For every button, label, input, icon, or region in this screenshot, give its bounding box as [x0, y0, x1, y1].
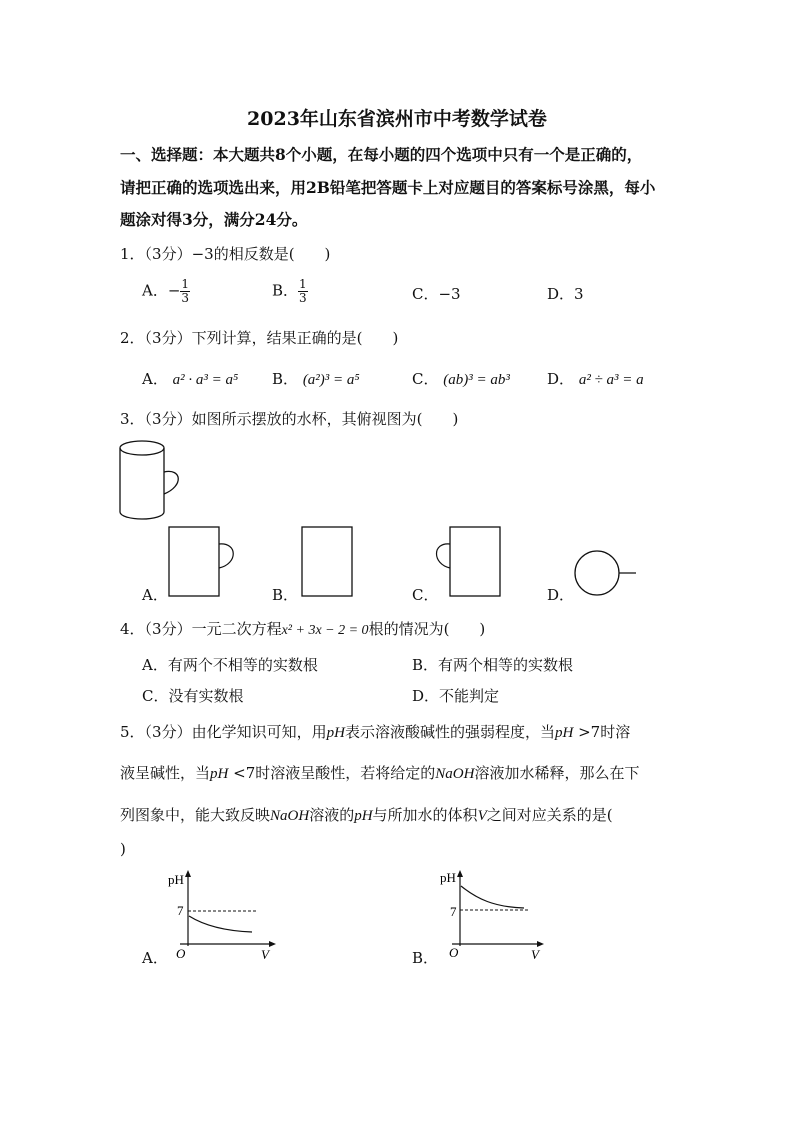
q5-text: 时溶 — [600, 723, 631, 741]
q2-option-a-expr: a² · a³ = a⁵ — [172, 372, 239, 388]
q5-naoh: NaOH — [270, 808, 310, 824]
cup-illustration — [118, 438, 184, 522]
q5-ph-symbol: pH — [210, 766, 229, 782]
question-5-line4: ) — [120, 840, 126, 858]
q5-text: 之间对应关系的是( — [486, 806, 613, 824]
graph-b-xlabel: V — [531, 947, 539, 962]
q3-option-d[interactable]: D． — [547, 586, 575, 604]
q5-text: 溶液加水稀释，那么在下 — [474, 764, 640, 782]
q5-text: 表示溶液酸碱性的强弱程度，当 — [344, 723, 555, 741]
question-5-line2 — [120, 762, 639, 783]
graph-b-origin: O — [449, 945, 459, 960]
q4-stem-pre: 4．（3分）一元二次方程 — [120, 620, 282, 638]
question-3-stem: 3．（3分）如图所示摆放的水杯，其俯视图为( ) — [120, 410, 459, 428]
q1-option-c[interactable]: C．−3 — [412, 285, 461, 303]
q3-option-a-figure — [168, 526, 238, 598]
q2-option-a-label: A． — [142, 370, 168, 388]
q5-text: 液呈碱性，当 — [120, 764, 211, 782]
page-title: 2023年山东省滨州市中考数学试卷 — [247, 108, 547, 130]
q4-option-c[interactable]: C．没有实数根 — [142, 687, 244, 705]
q1-option-b[interactable] — [272, 278, 308, 305]
q5-graph-b — [432, 866, 552, 962]
q5-naoh: NaOH — [435, 766, 475, 782]
q2-option-c-label: C． — [412, 370, 439, 388]
fraction-denominator: 3 — [299, 291, 307, 305]
q5-graph-a — [160, 868, 280, 964]
q4-option-b[interactable]: B．有两个相等的实数根 — [412, 656, 574, 674]
q2-option-b-label: B． — [272, 370, 299, 388]
fraction-numerator: 1 — [299, 277, 307, 291]
q5-text: 与所加水的体积 — [372, 806, 478, 824]
q2-option-b-expr: (a²)³ = a⁵ — [302, 372, 360, 388]
graph-b-ylabel: pH — [440, 870, 456, 885]
q5-v-symbol: V — [477, 808, 487, 824]
q5-text: 溶液的 — [309, 806, 355, 824]
q4-equation: x² + 3x − 2 = 0 — [281, 623, 369, 638]
graph-a-xlabel: V — [261, 947, 269, 962]
q2-option-d-label: D． — [547, 370, 575, 388]
q1-option-d[interactable]: D．3 — [547, 285, 584, 303]
q5-lt7: <7 — [228, 764, 256, 782]
section-intro-line1: 一、选择题：本大题共8个小题，在每小题的四个选项中只有一个是正确的， — [120, 145, 643, 164]
graph-a-mark-7: 7 — [177, 903, 184, 918]
question-4-stem — [120, 618, 485, 639]
q2-option-c[interactable] — [412, 368, 510, 389]
q3-option-c-figure — [436, 526, 502, 598]
fraction-numerator: 1 — [181, 277, 190, 291]
q3-option-d-figure — [573, 549, 639, 599]
graph-a-ylabel: pH — [168, 872, 184, 887]
q5-option-b[interactable]: B． — [412, 949, 439, 967]
q5-text: 列图象中，能大致反映 — [120, 806, 271, 824]
q1-option-a-fraction — [180, 278, 190, 305]
graph-b-mark-7: 7 — [450, 904, 457, 919]
q4-option-d[interactable]: D．不能判定 — [412, 687, 500, 705]
q5-text: 5．（3分）由化学知识可知，用 — [120, 723, 327, 741]
fraction-denominator: 3 — [181, 291, 190, 305]
q5-gt7: >7 — [573, 723, 601, 741]
question-5-line3 — [120, 804, 613, 825]
q3-option-a[interactable]: A． — [142, 586, 168, 604]
q1-option-a-sign: − — [167, 281, 181, 300]
question-5-line1 — [120, 721, 630, 742]
q1-option-a[interactable] — [142, 278, 190, 305]
q5-ph-symbol: pH — [354, 808, 373, 824]
graph-a-origin: O — [176, 946, 186, 961]
q1-option-b-label: B． — [272, 281, 299, 300]
q3-option-b-figure — [301, 526, 355, 598]
q4-stem-post: 根的情况为( ) — [368, 620, 486, 638]
section-intro-line2: 请把正确的选项选出来，用2B铅笔把答题卡上对应题目的答案标号涂黑，每小 — [120, 178, 656, 197]
section-intro-line3: 题涂对得3分，满分24分。 — [120, 210, 308, 229]
q2-option-d-expr: a² ÷ a³ = a — [578, 372, 644, 388]
q1-option-b-fraction — [298, 278, 308, 305]
q1-option-a-label: A． — [142, 281, 168, 300]
q2-option-a[interactable] — [142, 368, 238, 389]
q2-option-d[interactable] — [547, 368, 644, 389]
q5-ph-symbol: pH — [554, 725, 574, 741]
q3-option-b[interactable]: B． — [272, 586, 299, 604]
q5-option-a[interactable]: A． — [142, 949, 168, 967]
q2-option-c-expr: (ab)³ = ab³ — [443, 372, 510, 388]
question-1-stem: 1．（3分）−3的相反数是( ) — [120, 245, 331, 263]
q4-option-a[interactable]: A．有两个不相等的实数根 — [142, 656, 318, 674]
q3-option-c[interactable]: C． — [412, 586, 439, 604]
question-2-stem: 2．（3分）下列计算，结果正确的是( ) — [120, 329, 399, 347]
q5-text: 时溶液呈酸性，若将给定的 — [255, 764, 436, 782]
q5-ph-symbol: pH — [326, 725, 345, 741]
q2-option-b[interactable] — [272, 368, 360, 389]
